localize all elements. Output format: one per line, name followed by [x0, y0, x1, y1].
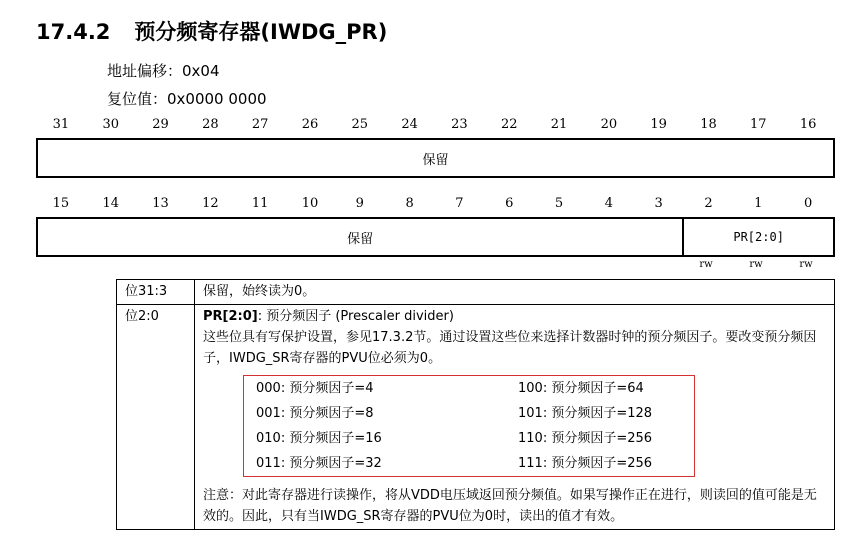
prescaler-option: 111: 预分频因子=256 [518, 456, 653, 471]
pr-field: PR[2:0] [733, 230, 784, 244]
bit-number: 1 [754, 196, 763, 211]
field-heading [203, 306, 828, 327]
bit-number: 7 [455, 196, 464, 211]
section-number: 17.4.2 [36, 20, 111, 44]
access-label: rw [699, 259, 713, 270]
bit-number: 5 [554, 196, 564, 211]
prescaler-options-box [243, 375, 695, 477]
bit-number: 21 [550, 117, 568, 132]
bit-number: 18 [700, 117, 717, 132]
bit-number: 12 [202, 196, 219, 211]
table-row [117, 305, 835, 530]
bit-number: 17 [750, 117, 767, 132]
bit-number: 24 [401, 117, 418, 132]
bit-description [195, 305, 835, 530]
bit-number: 22 [500, 117, 518, 132]
bit-number: 0 [803, 196, 813, 211]
bit-number: 26 [301, 117, 319, 132]
field-title: : 预分频因子 (Prescaler divider) [257, 309, 454, 324]
bit-number: 23 [451, 117, 468, 132]
bit-number: 2 [704, 196, 713, 211]
access-label: rw [799, 259, 813, 270]
prescaler-option: 010: 预分频因子=16 [256, 431, 382, 446]
bit-number: 14 [102, 196, 119, 211]
prescaler-option: 110: 预分频因子=256 [518, 431, 653, 446]
prescaler-option: 011: 预分频因子=32 [256, 456, 382, 471]
bit-number: 19 [650, 117, 667, 132]
prescaler-option: 000: 预分频因子=4 [256, 381, 374, 396]
bit-numbers-high [36, 117, 833, 132]
bit-number: 27 [251, 117, 269, 132]
bit-description: 保留，始终读为0。 [195, 280, 835, 305]
bit-number: 11 [251, 196, 269, 211]
access-label: rw [749, 259, 763, 270]
bit-number: 10 [301, 196, 319, 211]
bit-number: 16 [799, 117, 817, 132]
bit-number: 31 [52, 117, 70, 132]
address-offset: 地址偏移：0x04 [107, 62, 220, 80]
field-name: PR[2:0] [203, 309, 258, 324]
field-note: 注意：对此寄存器进行读操作，将从VDD电压域返回预分频值。如果写操作正在进行，则读回的值可能是无效的。因此，只有当IWDG_SR寄存器的PVU位为0时，读出的值才有效。 [203, 488, 817, 524]
access-types [681, 259, 831, 270]
bit-number: 6 [505, 196, 514, 211]
prescaler-option: 100: 预分频因子=64 [518, 381, 644, 396]
bit-number: 25 [351, 117, 369, 132]
bit-range: 位2:0 [117, 305, 195, 530]
bit-number: 29 [152, 117, 169, 132]
bit-number: 13 [152, 196, 169, 211]
bit-number: 20 [600, 117, 618, 132]
bit-number: 4 [604, 196, 613, 211]
register-row-low [36, 217, 835, 257]
table-row [117, 280, 835, 305]
reset-value: 复位值：0x0000 0000 [107, 90, 267, 108]
reserved-field-high: 保留 [422, 152, 449, 168]
bit-description-table [116, 279, 835, 530]
field-paragraph: 这些位具有写保护设置，参见17.3.2节。通过设置这些位来选择计数器时钟的预分频因子。要改变预分频因子，IWDG_SR寄存器的PVU位必须为0。 [203, 330, 817, 366]
bit-number: 28 [202, 117, 219, 132]
bit-number: 3 [654, 196, 663, 211]
section-heading [36, 16, 387, 46]
bit-number: 30 [102, 117, 119, 132]
prescaler-option: 001: 预分频因子=8 [256, 406, 374, 421]
reserved-field-low: 保留 [38, 219, 684, 255]
bit-number: 8 [405, 196, 414, 211]
bit-number: 9 [355, 196, 364, 211]
register-row-high [36, 138, 835, 178]
prescaler-option: 101: 预分频因子=128 [518, 406, 653, 421]
bit-range: 位31:3 [117, 280, 195, 305]
bit-number: 15 [52, 196, 70, 211]
section-title: 预分频寄存器(IWDG_PR) [134, 20, 388, 44]
bit-numbers-low [36, 196, 833, 211]
